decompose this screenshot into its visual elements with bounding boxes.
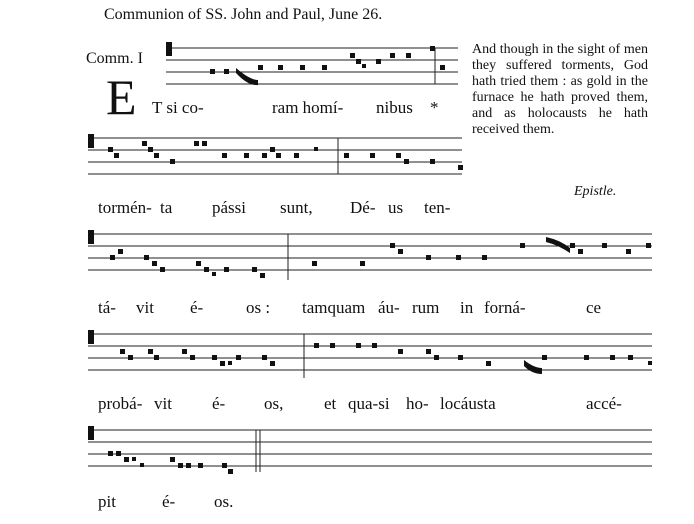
- syllable: forná-: [484, 298, 526, 317]
- syllable: é-: [212, 394, 226, 413]
- syllable: ten-: [424, 198, 451, 217]
- syllable: rum: [412, 298, 440, 317]
- syllable: accé-: [586, 394, 622, 413]
- syllable: pit: [98, 492, 116, 511]
- syllable: tormén-: [98, 198, 152, 217]
- syllable: é-: [190, 298, 204, 317]
- initial-letter: E: [106, 69, 137, 125]
- page-title: Communion of SS. John and Paul, June 26.: [104, 6, 383, 23]
- staff-1: [160, 40, 460, 100]
- syllable: et: [324, 394, 337, 413]
- syllable: é-: [162, 492, 176, 511]
- syllable: pássi: [212, 198, 246, 217]
- staff-4: [86, 330, 654, 386]
- syllable: ho-: [406, 394, 429, 413]
- syllable: áu-: [378, 298, 400, 317]
- syllable: tá-: [98, 298, 116, 317]
- syllable: us: [388, 198, 404, 217]
- syllable: vit: [136, 298, 154, 317]
- syllable: *: [430, 98, 439, 117]
- syllable: os.: [214, 492, 234, 511]
- chant-label: Comm. I: [86, 50, 143, 67]
- translation-body: And though in the sight of men they suffered torments, God hath tried them : as gold in the furnace he hath proved them, and as holocausts he hath received them.: [472, 42, 648, 137]
- syllable: Dé-: [350, 198, 376, 217]
- translation-source: Epistle.: [574, 184, 617, 199]
- syllable: ram homí-: [272, 98, 344, 117]
- syllable: sunt,: [280, 198, 313, 217]
- syllable: os :: [246, 298, 271, 317]
- syllable: ta: [160, 198, 173, 217]
- syllable: vit: [154, 394, 172, 413]
- syllable: nibus: [376, 98, 413, 117]
- syllable: probá-: [98, 394, 143, 413]
- staff-3: [86, 228, 654, 288]
- syllable: locáusta: [440, 394, 496, 413]
- staff-2: [86, 134, 464, 190]
- syllable: tamquam: [302, 298, 366, 317]
- syllable: ce: [586, 298, 602, 317]
- syllable: in: [460, 298, 474, 317]
- staff-5: [86, 424, 654, 480]
- syllable: os,: [264, 394, 284, 413]
- syllable: T si co-: [152, 98, 204, 117]
- translation-text: [472, 42, 648, 138]
- syllable: qua-si: [348, 394, 390, 413]
